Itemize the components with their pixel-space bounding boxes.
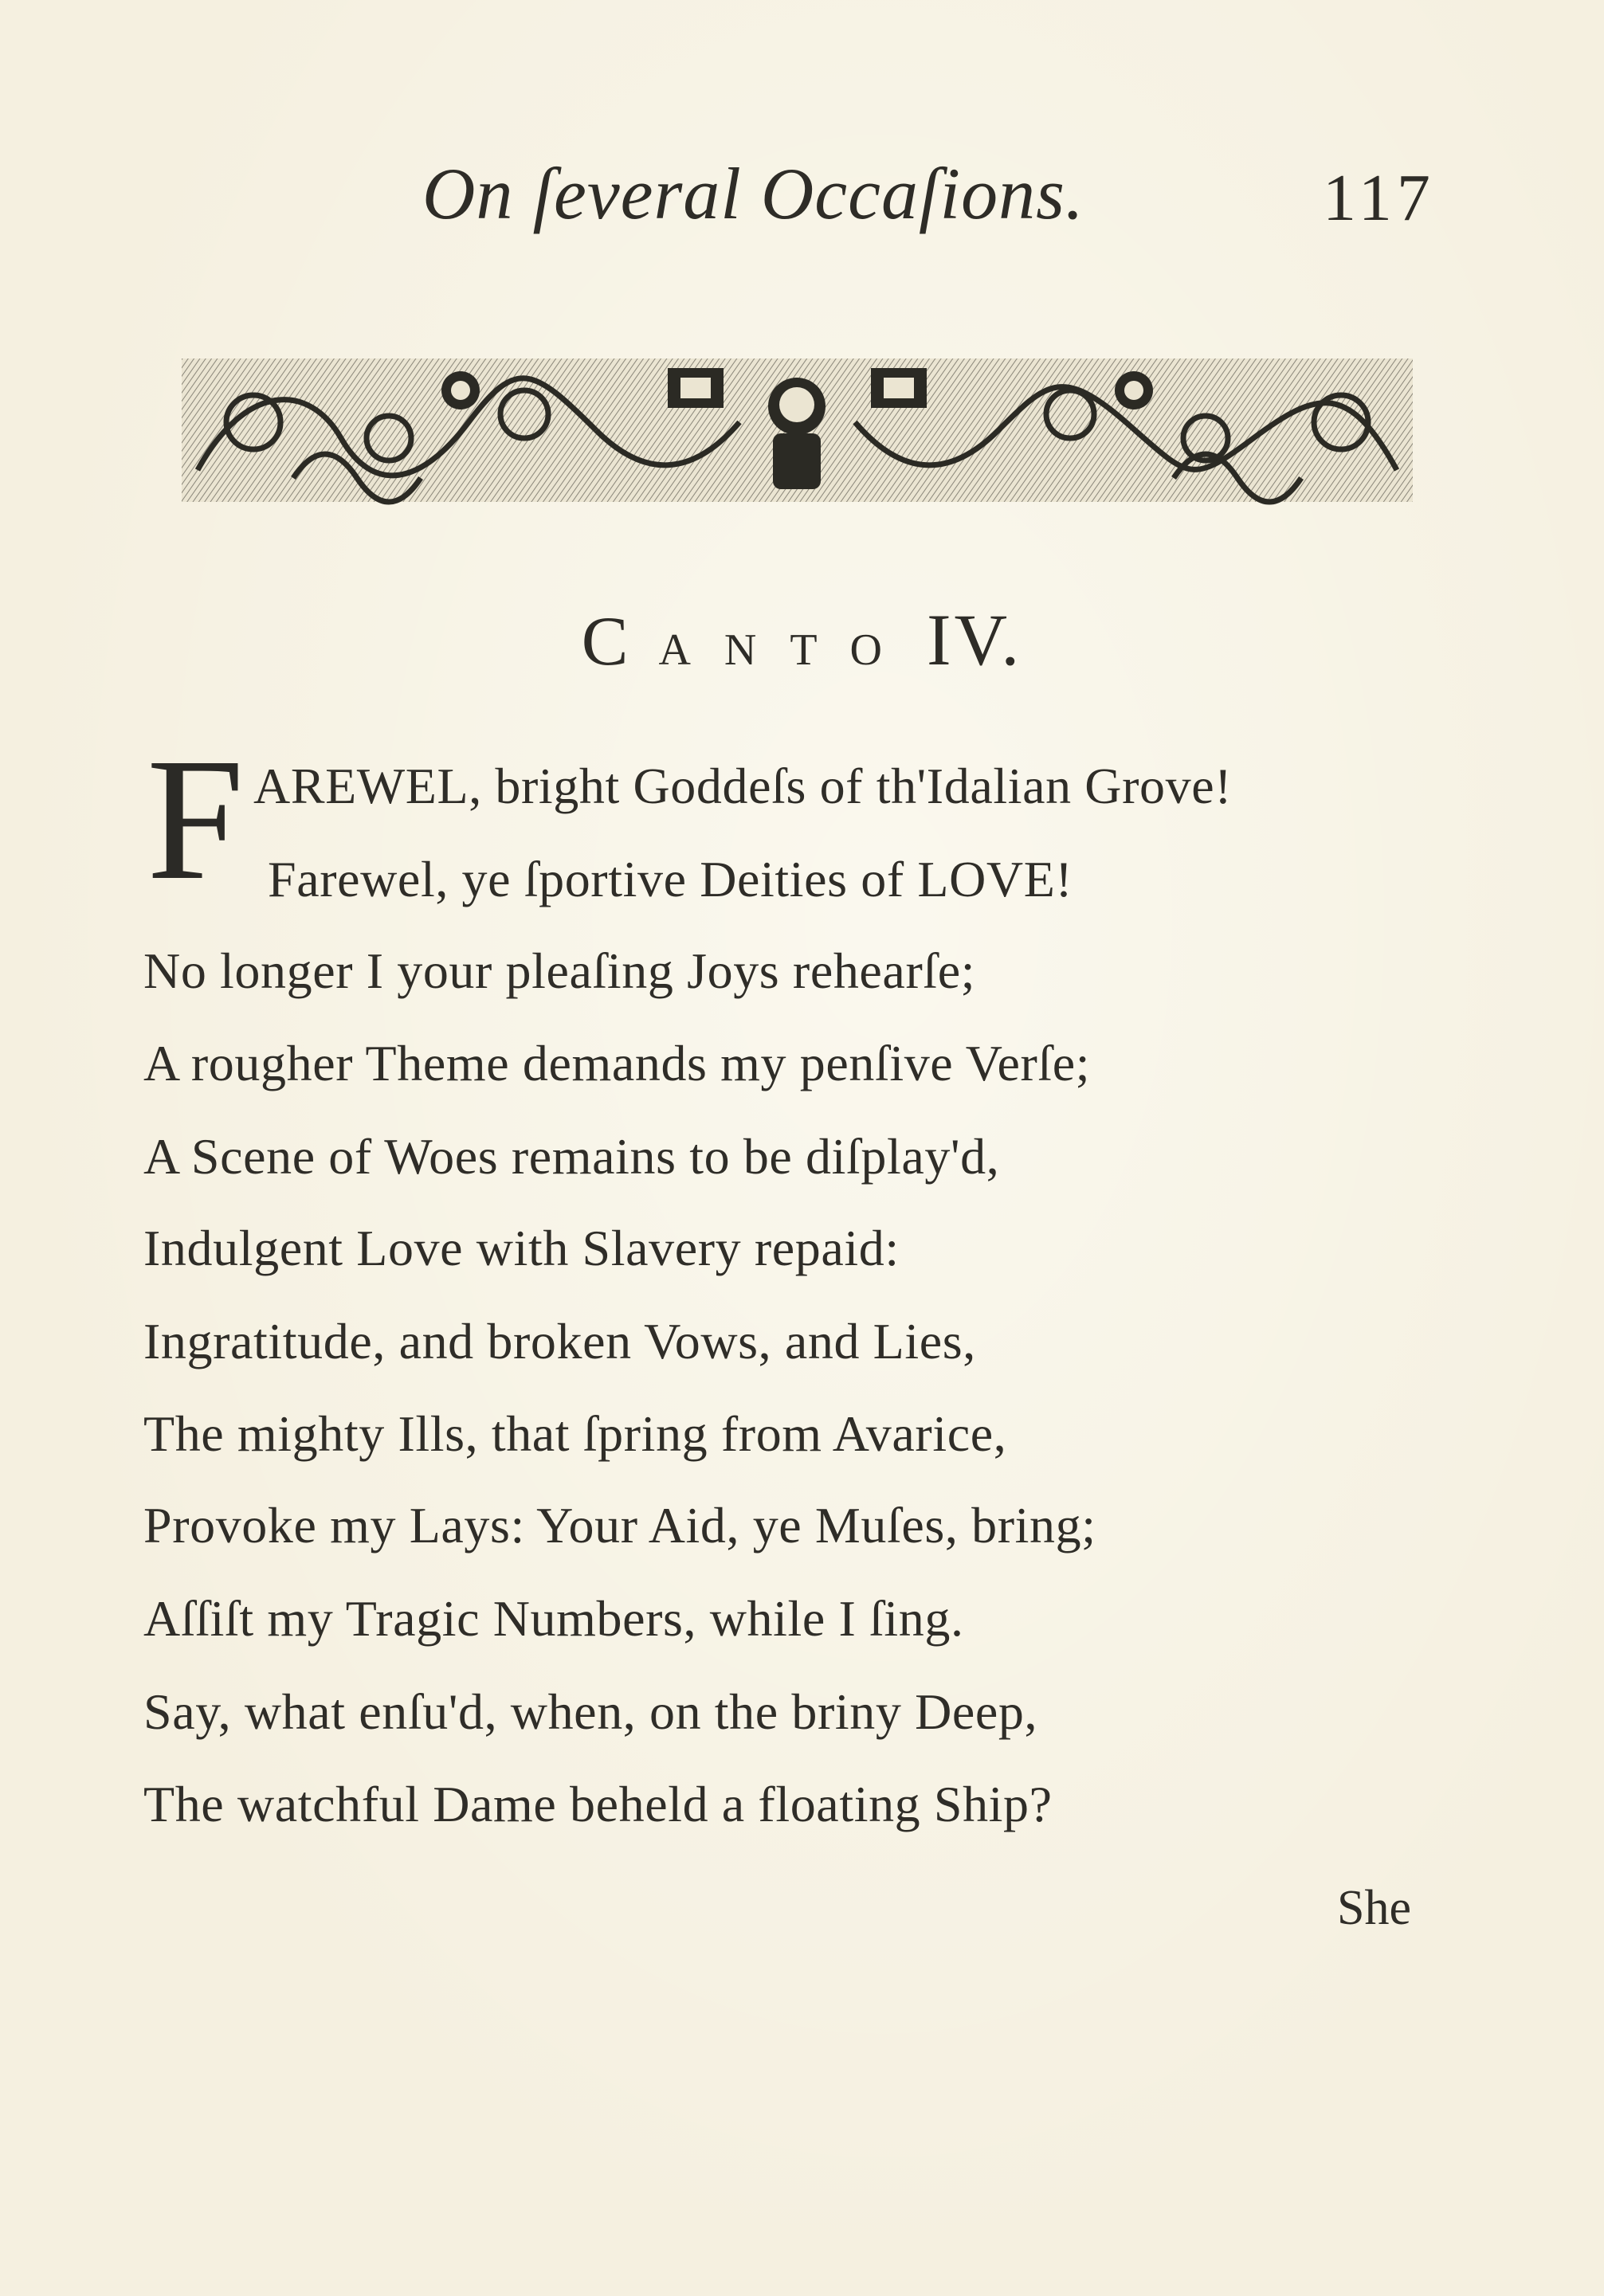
- verse-line: No longer I your pleaſing Joys rehearſe;: [143, 942, 976, 999]
- ornamental-headpiece: [182, 351, 1413, 510]
- verse-line: A Scene of Woes remains to be diſplay'd,: [143, 1128, 1000, 1185]
- catchword: She: [1337, 1881, 1411, 1935]
- page-number: 117: [1323, 161, 1435, 235]
- verse-line: A rougher Theme demands my penſive Verſe;: [143, 1035, 1091, 1091]
- verse-line: Indulgent Love with Slavery repaid:: [143, 1220, 900, 1276]
- canto-heading-initial: C: [581, 603, 659, 680]
- drop-cap: F: [147, 722, 245, 916]
- verse-line: Aſſiſt my Tragic Numbers, while I ſing.: [143, 1590, 964, 1647]
- canto-number: IV.: [927, 599, 1023, 680]
- verse-line: The mighty Ills, that ſpring from Avarice,: [143, 1405, 1007, 1462]
- verse-line: Farewel, ye ſportive Deities of LOVE!: [268, 851, 1073, 907]
- verse-line: The watchful Dame beheld a floating Ship?: [143, 1776, 1053, 1832]
- verse-line: AREWEL, bright Goddeſs of th'Idalian Grove!: [253, 758, 1233, 814]
- canto-heading-word: ANTO: [658, 625, 916, 675]
- running-title: On ſeveral Occaſions.: [422, 153, 1084, 234]
- verse-line: Ingratitude, and broken Vows, and Lies,: [143, 1313, 976, 1369]
- canto-heading: [0, 598, 1604, 682]
- verse-line: Say, what enſu'd, when, on the briny Deep,: [143, 1683, 1038, 1740]
- verse-line: Provoke my Lays: Your Aid, ye Muſes, bring;: [143, 1497, 1096, 1554]
